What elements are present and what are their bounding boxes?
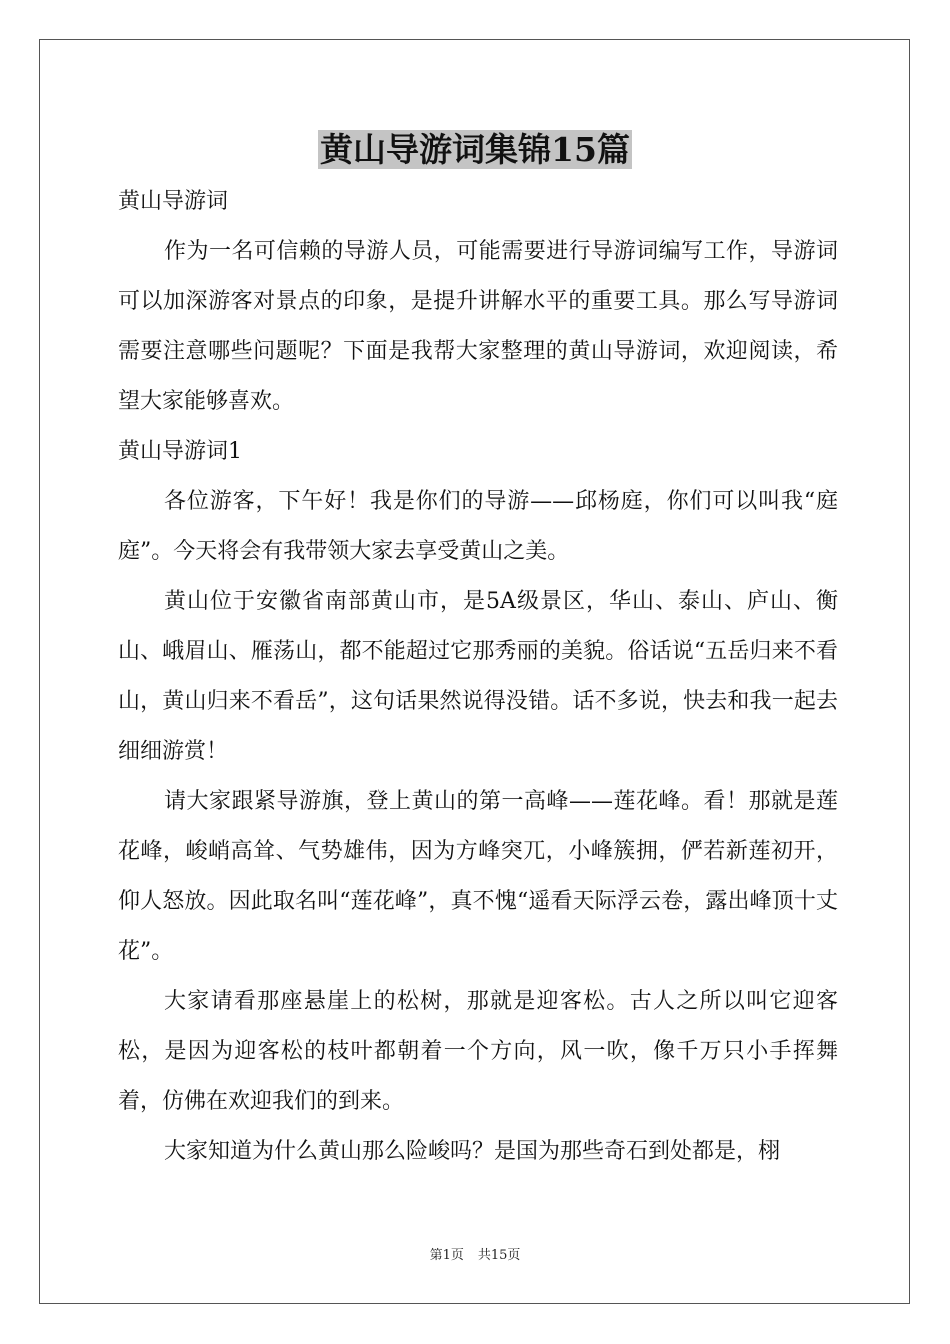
body-paragraph: 大家请看那座悬崖上的松树，那就是迎客松。古人之所以叫它迎客松，是因为迎客松的枝叶都朝着一个方向，风一吹，像千万只小手挥舞着，仿佛在欢迎我们的到来。 xyxy=(118,989,838,1114)
page-number: 第1页 xyxy=(429,1248,464,1263)
body-paragraph: 请大家跟紧导游旗，登上黄山的第一高峰——莲花峰。看！那就是莲花峰，峻峭高耸、气势雄伟，因为方峰突兀，小峰簇拥，俨若新莲初开，仰人怒放。因此取名叫“莲花峰”，真不愧“遥看天际浮云卷，露出峰顶十丈花”。 xyxy=(118,789,838,964)
section-heading: 黄山导游词1 xyxy=(118,439,242,464)
body-paragraph: 各位游客，下午好！我是你们的导游——邱杨庭，你们可以叫我“庭庭”。今天将会有我带领大家去享受黄山之美。 xyxy=(118,489,838,564)
document-title-wrapper xyxy=(0,124,950,176)
intro-paragraph: 作为一名可信赖的导游人员，可能需要进行导游词编写工作，导游词可以加深游客对景点的印象，是提升讲解水平的重要工具。那么写导游词需要注意哪些问题呢？下面是我帮大家整理的黄山导游词，欢迎阅读，希望大家能够喜欢。 xyxy=(118,239,838,414)
document-body xyxy=(118,177,838,1177)
body-paragraph: 大家知道为什么黄山那么险峻吗？是国为那些奇石到处都是，栩 xyxy=(164,1139,781,1164)
page-footer xyxy=(0,1246,950,1266)
page-total: 共15页 xyxy=(477,1248,521,1263)
body-paragraph: 黄山位于安徽省南部黄山市，是5A级景区，华山、泰山、庐山、衡山、峨眉山、雁荡山，都不能超过它那秀丽的美貌。俗话说“五岳归来不看山，黄山归来不看岳”，这句话果然说得没错。话不多说，快去和我一起去细细游赏！ xyxy=(118,589,838,764)
section-heading: 黄山导游词 xyxy=(118,189,229,214)
document-title: 黄山导游词集锦15篇 xyxy=(320,130,630,169)
